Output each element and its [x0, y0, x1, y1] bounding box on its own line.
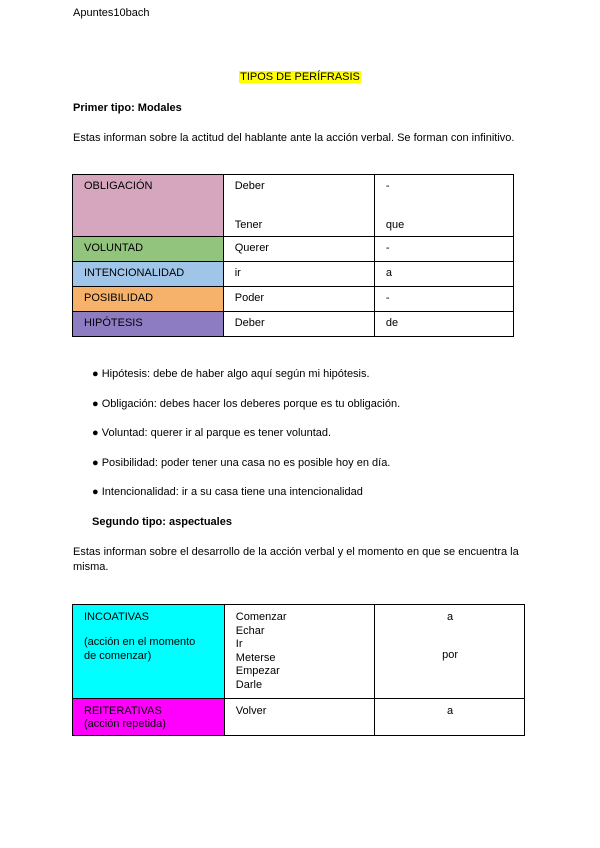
label-cell [73, 175, 224, 237]
list-item-text: Voluntad: querer ir al parque es tener voluntad. [101, 427, 332, 439]
page-title-text: TIPOS DE PERÍFRASIS [240, 71, 360, 83]
bullet-icon: ● [92, 368, 99, 380]
page-title [0, 71, 600, 83]
verb-cell [224, 605, 374, 699]
modal-periphrasis-table [72, 174, 514, 337]
bullet-icon: ● [92, 486, 99, 498]
list-item [92, 457, 400, 487]
verb-cell: Querer [223, 237, 374, 262]
table-row [73, 175, 514, 237]
prep-a: a [447, 705, 454, 717]
prep-por: por [442, 649, 459, 661]
list-item-text: Hipótesis: debe de haber algo aquí según mi hipótesis. [101, 368, 370, 380]
label-cell [73, 287, 224, 312]
verb-cell [224, 699, 374, 736]
verb-deber: Deber [234, 180, 265, 192]
label-obligacion: OBLIGACIÓN [84, 180, 153, 192]
label-cell [73, 262, 224, 287]
note-reiterativas: (acción repetida) [84, 718, 166, 730]
label-cell [73, 605, 225, 699]
list-item [92, 368, 400, 398]
list-item [92, 486, 400, 516]
aspectual-periphrasis-table [72, 604, 525, 736]
verb-empezar: Empezar [235, 665, 280, 677]
prep-cell: a [374, 262, 513, 287]
list-item [92, 427, 400, 457]
list-item-text: Obligación: debes hacer los deberes porque es tu obligación. [101, 397, 401, 410]
example-list [92, 368, 400, 516]
verb-ir: Ir [235, 638, 243, 650]
section1-text: Estas informan sobre la actitud del hablante ante la acción verbal. Se forman con infinitivo. [73, 132, 515, 144]
verb-comenzar: Comenzar [235, 611, 287, 623]
verb-darle: Darle [235, 678, 263, 691]
table-row [73, 287, 514, 312]
prep-cell [374, 175, 513, 237]
prep-a: a [447, 611, 454, 623]
verb-tener: Tener [234, 219, 263, 231]
list-item-text: Intencionalidad: ir a su casa tiene una intencionalidad [101, 486, 363, 498]
verb-cell: ir [223, 262, 374, 287]
prep-cell: de [374, 312, 513, 337]
prep-cell [375, 699, 525, 736]
note-incoativas: (acción en el momento de comenzar) [84, 636, 196, 662]
label-cell [73, 237, 224, 262]
prep-cell: - [374, 287, 513, 312]
section2-text: Estas informan sobre el desarrollo de la acción verbal y el momento en que se encuentra la misma. [73, 546, 519, 573]
table-row [73, 262, 514, 287]
label-posibilidad: POSIBILIDAD [84, 292, 154, 304]
label-cell [73, 699, 225, 736]
label-voluntad: VOLUNTAD [84, 242, 144, 254]
table-row [73, 605, 525, 699]
table-row [73, 312, 514, 337]
prep-cell [375, 605, 525, 699]
verb-meterse: Meterse [235, 651, 276, 664]
section1-heading: Primer tipo: Modales [73, 102, 182, 114]
prep-cell: - [374, 237, 513, 262]
page-header: Apuntes10bach [73, 7, 150, 19]
table-row [73, 237, 514, 262]
label-incoativas: INCOATIVAS [84, 611, 149, 623]
verb-volver: Volver [235, 705, 267, 717]
list-item [92, 398, 400, 428]
verb-cell: Deber [223, 312, 374, 337]
verb-cell: Poder [223, 287, 374, 312]
label-intencionalidad: INTENCIONALIDAD [84, 267, 185, 279]
label-hipotesis: HIPÓTESIS [84, 317, 143, 329]
prep-que: que [385, 219, 405, 231]
list-item-text: Posibilidad: poder tener una casa no es posible hoy en día. [101, 456, 391, 469]
bullet-icon: ● [92, 397, 99, 410]
label-cell [73, 312, 224, 337]
section2-heading: Segundo tipo: aspectuales [92, 516, 232, 528]
prep-dash: - [385, 180, 390, 192]
verb-echar: Echar [235, 624, 265, 637]
verb-cell [223, 175, 374, 237]
bullet-icon: ● [92, 427, 99, 439]
bullet-icon: ● [92, 456, 99, 469]
label-reiterativas: REITERATIVAS [84, 705, 162, 717]
table-row [73, 699, 525, 736]
